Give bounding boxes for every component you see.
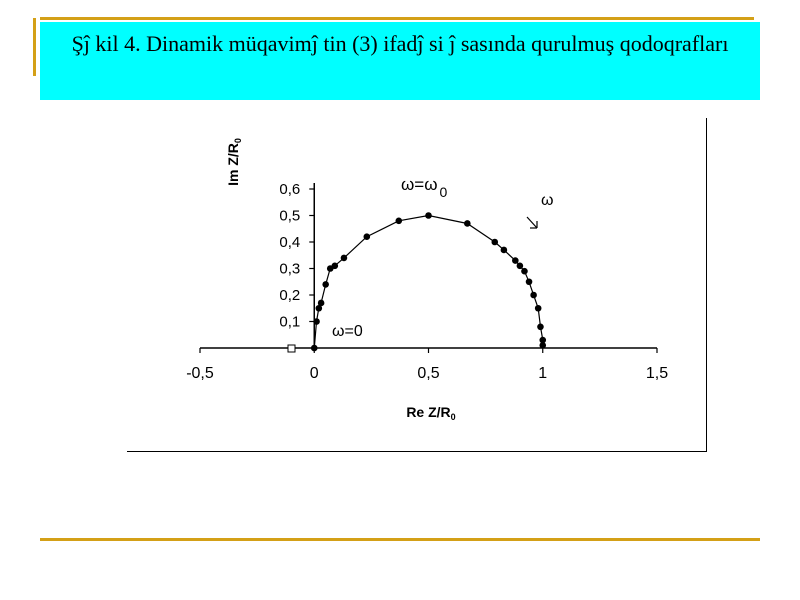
data-point (341, 255, 348, 262)
frame-border-bottom (127, 451, 707, 452)
y-tick-label: 0,4 (279, 234, 301, 251)
data-point (322, 281, 329, 288)
data-point (318, 300, 325, 307)
data-point (521, 268, 528, 275)
accent-line-top (40, 17, 754, 20)
accent-bar-left (33, 18, 36, 76)
data-point (517, 263, 524, 270)
annotation-peak: ω=ω $_0$ (401, 175, 448, 200)
data-point (537, 324, 544, 331)
data-point (512, 257, 519, 264)
chart-svg (127, 118, 707, 452)
data-point (332, 263, 339, 270)
slide-title-box (40, 22, 760, 100)
data-point (425, 212, 432, 219)
origin-marker (288, 345, 295, 352)
x-tick-label: 1 (538, 365, 548, 382)
x-tick-label: -0,5 (186, 365, 214, 382)
data-point (313, 318, 320, 325)
data-point (539, 342, 546, 349)
slide-title: Şĵ kil 4. Dinamik müqavimĵ tin (3) ifadĵ si ĵ sasında qurulmuş qodoqrafları (71, 31, 729, 56)
data-point (491, 239, 498, 246)
accent-line-bottom (40, 538, 760, 541)
data-point (364, 233, 371, 240)
arrow-icon (527, 217, 537, 228)
data-point (530, 292, 537, 299)
y-tick-label: 0,1 (279, 313, 301, 331)
data-point (395, 218, 402, 225)
data-point (501, 247, 508, 254)
data-point (311, 345, 318, 352)
y-axis-title: Im $Z/R_0$ (225, 138, 243, 186)
chart-frame (127, 118, 707, 452)
annotation-origin: ω=0 (332, 323, 363, 340)
y-tick-label: 0,3 (279, 260, 301, 278)
x-tick-label: 1,5 (645, 365, 669, 382)
data-point (464, 220, 471, 227)
data-point (526, 278, 533, 285)
frame-border-right (706, 118, 707, 452)
x-tick-label: 0,5 (417, 365, 440, 382)
data-point (535, 305, 542, 312)
annotation-omega-arrow-label: ω (541, 192, 554, 209)
y-tick-label: 0,6 (279, 181, 301, 198)
x-axis-title: Re $Z/R_0$ (406, 404, 456, 422)
y-tick-label: 0,2 (279, 287, 301, 304)
y-tick-label: 0,5 (279, 207, 301, 225)
x-tick-label: 0 (309, 365, 319, 382)
